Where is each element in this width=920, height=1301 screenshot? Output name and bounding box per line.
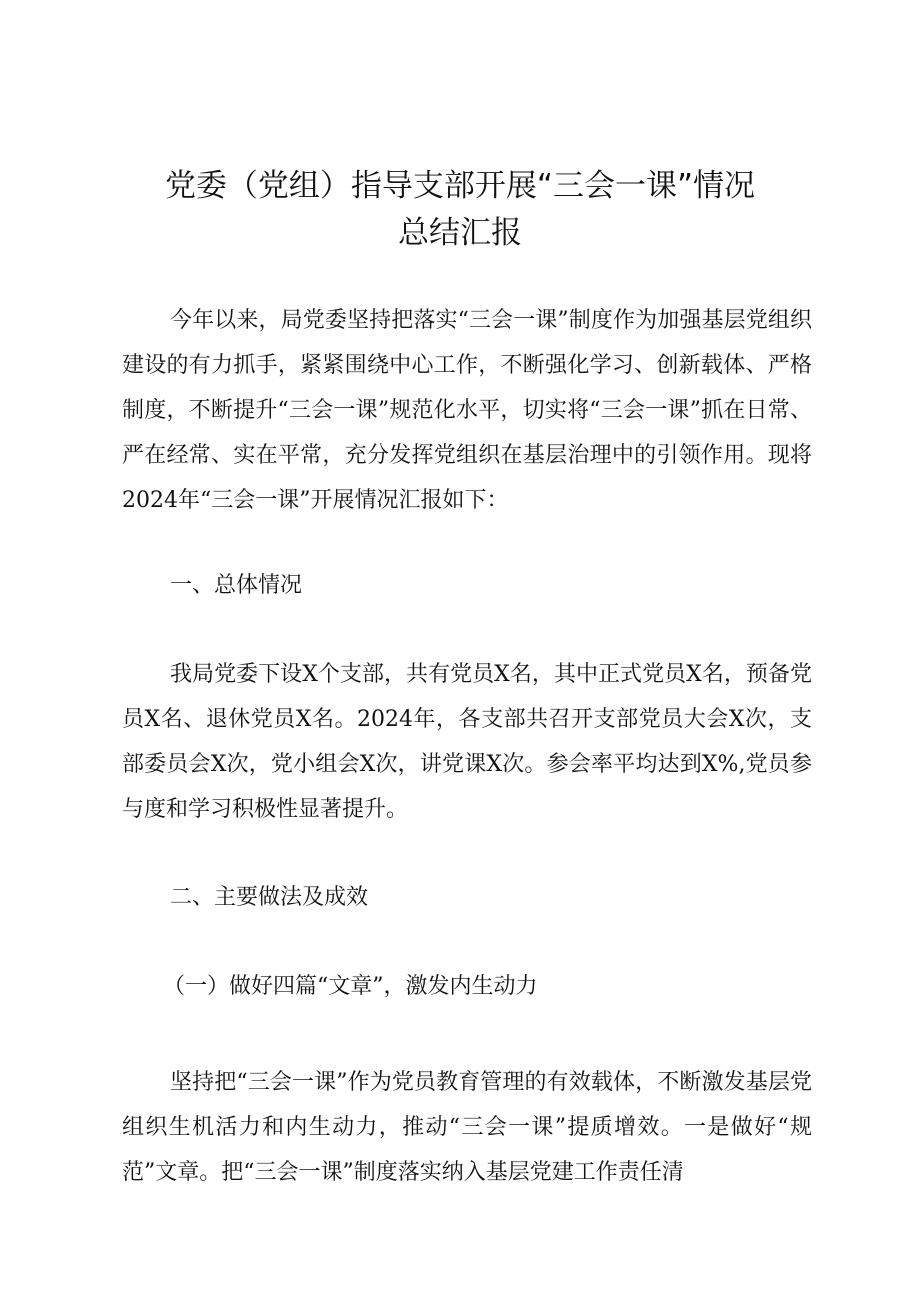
document-title-line1: 党委（党组）指导支部开展“三会一课”情况	[164, 168, 756, 204]
intro-paragraph: 今年以来，局党委坚持把落实“三会一课”制度作为加强基层党组织建设的有力抓手，紧紧围绕中心工作，不断强化学习、创新载体、严格制度，不断提升“三会一课”规范化水平，切实将“三会一课”抓在日常、严在经常、实在平常，充分发挥党组织在基层治理中的引领作用。现将2024年“三会一课”开展情况汇报如下：	[122, 308, 812, 513]
document-title-line2: 总结汇报	[398, 215, 522, 251]
section1-paragraph: 我局党委下设X个支部，共有党员X名，其中正式党员X名，预备党员X名、退休党员X名。2024年，各支部共召开支部党员大会X次，支部委员会X次，党小组会X次，讲党课X次。参会率平均达到X%,党员参与度和学习积极性显著提升。	[122, 662, 812, 822]
section2-heading: 二、主要做法及成效	[170, 885, 369, 910]
section2-subheading-1: （一）做好四篇“文章”，激发内生动力	[163, 974, 538, 999]
section1-heading: 一、总体情况	[170, 573, 303, 598]
section2-sub1-paragraph: 坚持把“三会一课”作为党员教育管理的有效载体，不断激发基层党组织生机活力和内生动力，推动“三会一课”提质增效。一是做好“规范”文章。把“三会一课”制度落实纳入基层党建工作责任清	[122, 1070, 812, 1185]
